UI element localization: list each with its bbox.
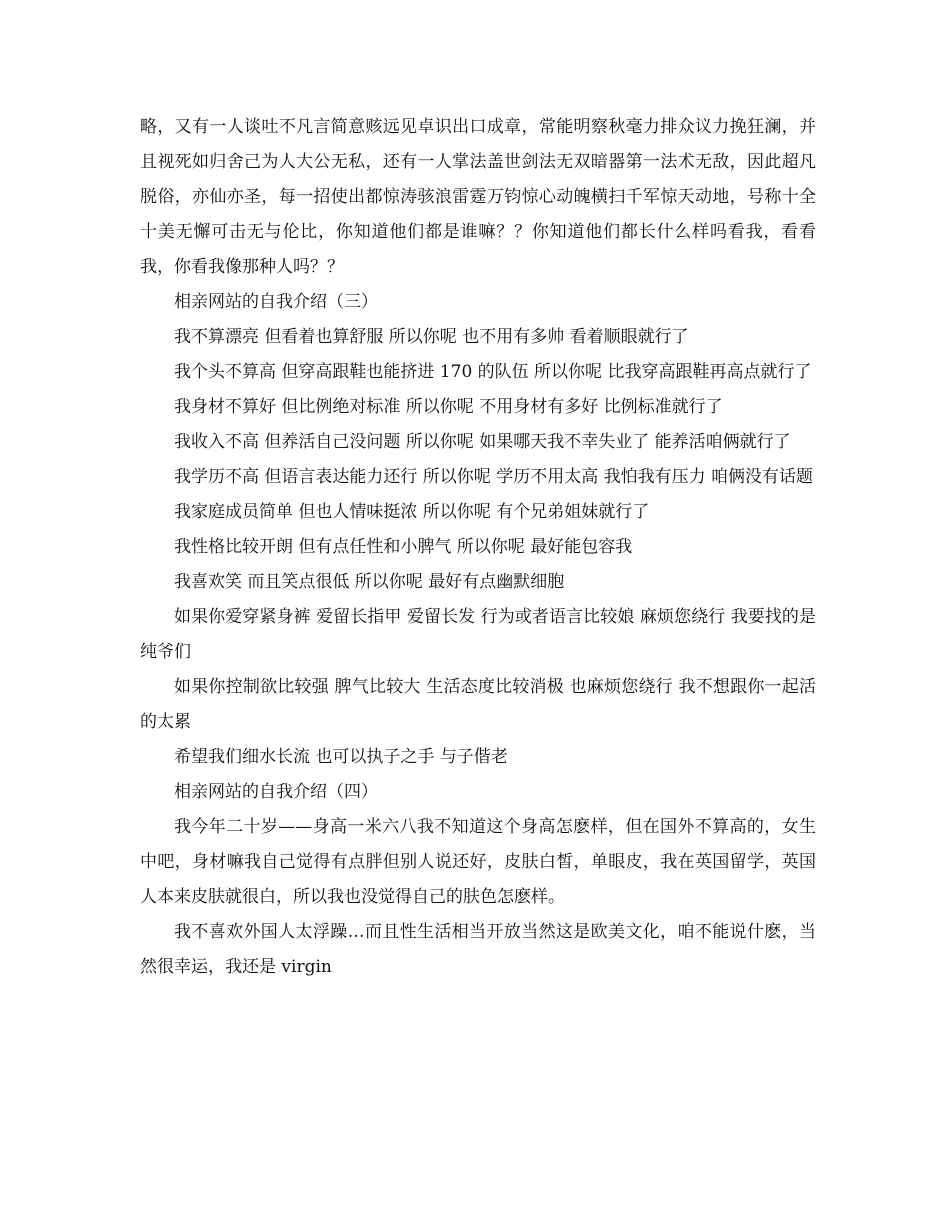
paragraph: 我收入不高 但养活自己没问题 所以你呢 如果哪天我不幸失业了 能养活咱俩就行了 <box>174 432 791 452</box>
paragraph: 我今年二十岁——身高一米六八我不知道这个身高怎麽样，但在国外不算高的，女生中吧，身材嘛我自己觉得有点胖但别人说还好，皮肤白皙，单眼皮，我在英国留学，英国人本来皮肤就很白，所以我也没觉得自己的肤色怎麽样。 <box>140 817 816 907</box>
paragraph: 我不算漂亮 但看着也算舒服 所以你呢 也不用有多帅 看着顺眼就行了 <box>174 327 689 347</box>
paragraph: 我学历不高 但语言表达能力还行 所以你呢 学历不用太高 我怕我有压力 咱俩没有话题 <box>174 467 814 487</box>
paragraph: 我个头不算高 但穿高跟鞋也能挤进 170 的队伍 所以你呢 比我穿高跟鞋再高点就行了 <box>174 362 812 382</box>
section-heading-four: 相亲网站的自我介绍（四） <box>174 782 378 802</box>
section-heading-three: 相亲网站的自我介绍（三） <box>174 292 378 312</box>
paragraph: 希望我们细水长流 也可以执子之手 与子偕老 <box>174 747 508 767</box>
paragraph: 我性格比较开朗 但有点任性和小脾气 所以你呢 最好能包容我 <box>174 537 633 557</box>
paragraph: 我家庭成员简单 但也人情味挺浓 所以你呢 有个兄弟姐妹就行了 <box>174 502 650 522</box>
paragraph: 如果你控制欲比较强 脾气比较大 生活态度比较消极 也麻烦您绕行 我不想跟你一起活的太累 <box>140 677 816 732</box>
paragraph: 我不喜欢外国人太浮躁…而且性生活相当开放当然这是欧美文化，咱不能说什麽，当然很幸运，我还是 virgin <box>140 922 816 977</box>
paragraph: 我喜欢笑 而且笑点很低 所以你呢 最好有点幽默细胞 <box>174 572 565 592</box>
paragraph: 如果你爱穿紧身裤 爱留长指甲 爱留长发 行为或者语言比较娘 麻烦您绕行 我要找的是纯爷们 <box>140 607 816 662</box>
paragraph: 我身材不算好 但比例绝对标准 所以你呢 不用身材有多好 比例标准就行了 <box>174 397 723 417</box>
paragraph-continuation: 略，又有一人谈吐不凡言简意赅远见卓识出口成章，常能明察秋毫力排众议力挽狂澜，并且视死如归舍己为人大公无私，还有一人掌法盖世剑法无双暗器第一法术无敌，因此超凡脱俗，亦仙亦圣，每一招使出都惊涛骇浪雷霆万钧惊心动魄横扫千军惊天动地，号称十全十美无懈可击无与伦比，你知道他们都是谁嘛？？你知道他们都长什么样吗看我，看看我，你看我像那种人吗？？ <box>140 117 816 277</box>
document-body <box>140 110 816 985</box>
